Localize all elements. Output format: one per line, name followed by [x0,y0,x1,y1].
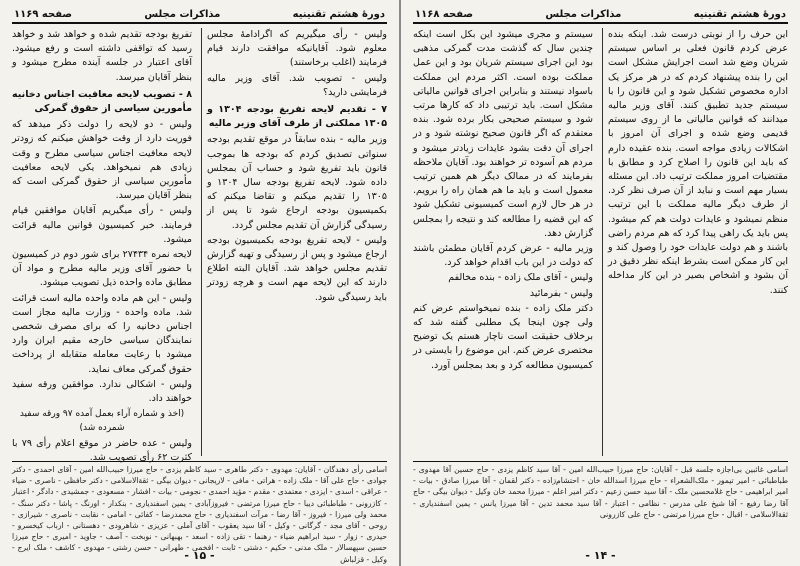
paragraph: ولیس - رأی میگیریم آقایان موافقین قیام فرمایند. خبر کمیسیون قوانین مالیه قرائت میشود. [12,205,192,245]
paragraph: ولیس - این هم ماده واحده مالیه است قرائت شد. ماده واحده - وزارت مالیه مجاز است اجناس دخانیه را که برای مصرف شخصی نمایندگان سیاسی خارجه مقیم ایران وارد میشود با رعایت معامله متقابله از پرداخت حقوق گمرکی معاف نماید. [12,292,192,375]
section-heading: ۷ - تقدیم لایحه تفریغ بودجه ۱۳۰۴ و ۱۳۰۵ مملکتی از طرف آقای وزیر مالیه [207,104,387,130]
left-page-column-right [207,28,387,458]
left-page-number: - ۱۵ - [184,549,215,562]
left-header-journal: مذاکرات مجلس [144,8,221,20]
section-heading: ۸ - تصویب لایحه معافیت اجناس دخانیه مأمورین سیاسی از حقوق گمرکی [12,88,192,115]
left-page-header [14,6,385,22]
paragraph: ولیس - عده حاضر در موقع اعلام رأی ۷۹ با کثرت ۶۲ رأی تصویب شد. [12,437,193,463]
left-header-rule [12,22,387,24]
paragraph: ولیس - تصویب شد. آقای وزیر مالیه فرمایشی دارید؟ [207,72,387,98]
right-header-page-tag: صفحه ۱۱۶۸ [415,8,474,20]
right-page-header [415,6,786,22]
paragraph: این حرف را از نوبتی درست شد. اینکه بنده عرض کردم قانون فعلی بر اساس سیستم شریان وضع شد است اجرایش مشکل است این را بنده پیشنهاد کردم که در هر مرکز یک اداره مخصوص تشکیل شود و این قانون را با سیستم جدید تطبیق کنند. آقای وزیر مالیه میدانند که قوانین مالیاتی ما از روی سیستم قدیمی وضع شده و اجرای آن امروز با اشکالات زیادی مواجه است. بنده عقیده دارم که باید این قانون را اصلاح کرد و مطابق با مقتضیات امروز مملکت ترتیب داد. این مسئله بسیار مهم است و نباید از آن صرف نظر کرد. از طرف دیگر مالیه مملکت با این ترتیب منظم نمیشود و عایدات دولت هم کم میشود. پس باید یک راهی پیدا کرد که هم مردم راضی باشند و هم دولت عایدات خود را وصول کند و این کار ممکن است بشرط اینکه نظر دقیق در آن بشود و اشخاص بصیر در این کار مداخله کنند. [608,29,788,296]
right-header-journal: مذاکرات مجلس [545,8,622,20]
right-page-number: - ۱۴ - [585,549,616,562]
paragraph: ولیس - دو لایحه را دولت ذکر میدهد که فوریت دارد از وقت خواهش میکنم که زودتر لایحه معافیت اجناس سیاسی مطرح و وقت زیادی هم نمیخواهد. یکی لایحه معافیت مأمورین سیاسی از حقوق گمرکی است که بنظر آقایان میرسد. [12,119,192,202]
paragraph: سیستم و مجری میشود این بکل است اینکه چندین سال که گذشت مدت گمرکی مذهبی بود این اجرای سیستم شریان بود و این عمل مملکت بوده است. اکثر مردم این مملکت باسواد نیستند و بنابراین اجرای قوانین مالیاتی مشکل است. باید ترتیبی داد که کارها مرتب شود و سیستم صحیحی بکار برده شود. بنده معتقدم که اگر قانون صحیح نوشته شود و در اجرای آن دقت بشود عایدات زیادتر میشود و مردم هم آسوده تر خواهند بود. آقایان ملاحظه بفرمایند که در ممالک دیگر هم همین ترتیب معمول است و باید ما هم همان راه را برویم. در هر حال لازم است کمیسیونی تشکیل شود که این قضیه را مطالعه کند و نتیجه را بمجلس گزارش دهد. [413,29,593,239]
paragraph: ولیس - بفرمائید [529,287,593,299]
left-header-page-tag: صفحه ۱۱۶۹ [14,8,73,20]
paragraph: لایحه نمره ۲۷۴۳۴ برای شور دوم در کمیسیون با حضور آقای وزیر مالیه مطرح و مواد آن مطابق ماده واحده ذیل تصویب میشود. [12,249,192,289]
paragraph: تفریغ بودجه تقدیم شده و خواهد شد و خواهد رسید که تواقفی داشته است و رفع میشود. آقای اعتبار در جلسه آینده مطرح میشود و بنظر آقایان میرسد. [12,29,192,83]
paragraph: ولیس - رأی میگیریم که اگرادامهٔ مجلس معلوم شود. آقایانیکه موافقت دارند قیام فرمایند (اغلب برخاستند) [207,29,387,69]
right-page-column-right [608,28,788,458]
paragraph: وزیر مالیه - عرض کردم آقایان مطمئن باشند که دولت در این باب اقدام خواهد کرد. [413,243,593,269]
paragraph: (اخذ و شماره آراء بعمل آمده ۹۷ ورقه سفید شمرده شد) [19,409,185,434]
right-page-column-left [413,28,593,458]
right-header-session: دورهٔ هشتم تقنینیه [693,8,786,20]
left-page-footnote: اسامی رأی دهندگان - آقایان: مهدوی - دکتر طاهری - سید کاظم یزدی - حاج میرزا حبیب‌الله امین - آقای احمدی - دکتر جوادی - حاج علی آقا - ملک زاده - هراتی - مافی - لاریجانی - دیوان بیگی - ثقة‌الاسلامی - دکتر حافظی - ناصری - ضیاء - عراقی - اسدی - ایزدی - معتمدی - مقدم - مؤید احمدی - نجومی - بیات - افشار - مسعودی - جمشیدی - دادگر - اعتبار - کازرونی - طباطبائی دیبا - حاج میرزا مرتضی - فیروزآبادی - یمین اسفندیاری - بنکدار - اورنگ - پاشا - دکتر سنگ - محمد ولی میرزا - فیروز - آقا رضا - مرآت اسفندیاری - حاج محمدرضا - کفائی - امامی - نقابت - ناصری - شیرازی - روحی - آقای مجد - گرگانی - وکیل - آقا سید یعقوب - آقای آملی - عزیزی - شاهرودی - دهستانی - ارباب کیخسرو - حیدری - زوار - سید ابراهیم ضیاء - رهنما - تقی زاده - اسعد - بهبهانی - نوبخت - آصف - جاوید - امیری - حاج میرزا حسین سپهسالار - ملک مدنی - حکیم - دشتی - ثابت - افخمی - طهرانی - حسن رشتی - مهدوی - کاشف - ملک ایرج - وکیل - قزلباش [12,465,387,564]
paragraph: ولیس - لایحه تفریغ بودجه بکمیسیون بودجه ارجاع میشود و پس از رسیدگی و تهیه گزارش تقدیم مجلس خواهد شد. آقایان البته اطلاع دارند که این لایحه مهم است و هرچه زودتر باید رسیدگی شود. [207,234,387,303]
right-footnote-rule [413,461,788,462]
left-header-session: دورهٔ هشتم تقنینیه [292,8,385,20]
paragraph: وزیر مالیه - بنده سابقاً در موقع تقدیم بودجه سنواتی تصدیق کردم که بودجه ها بموجب قانون باید تفریغ شود و حساب آن بمجلس داده شود. لایحه تفریغ بودجه سال ۱۳۰۴ و ۱۳۰۵ را تقدیم میکنم و تقاضا میکنم که بکمیسیون بودجه ارجاع شود تا پس از رسیدگی گزارش آن تقدیم مجلس گردد. [207,134,388,231]
paragraph: ولیس - آقای ملک زاده - بنده مخالفم [448,272,593,284]
paragraph: ولیس - اشکالی ندارد. موافقین ورقه سفید خواهند داد. [12,378,192,405]
left-column-divider [201,28,202,456]
left-page [0,0,399,566]
left-footnote-rule [12,461,387,462]
right-column-divider [602,28,603,456]
right-page [401,0,800,566]
paragraph: دکتر ملک زاده - بنده نمیخواستم عرض کنم ولی چون اینجا یک مطلبی گفته شد که برخلاف حقیقت است ناچار هستم یک توضیح مختصری عرض کنم. این موضوع را بایستی در کمیسیون مطالعه کرد و بعد بمجلس آورد. [413,302,593,371]
right-header-rule [413,22,788,24]
right-page-footnote: اسامی غائبین بی‌اجازه جلسه قبل - آقایان: حاج میرزا حبیب‌الله امین - آقا سید کاظم یزدی - حاج حسین آقا مهدوی - طباطبائی - امیر تیمور - ملک‌الشعراء - حاج میرزا اسدالله خان - احتشام‌زاده - دکتر لقمان - آقا میرزا صادق - بیات - امیر ابراهیمی - حاج غلامحسین ملک - آقا سید حسن زعیم - دکتر امیر اعلم - میرزا محمد خان وکیل - دیوان بیگی - حاج آقا رضا رفیع - آقا شیخ علی مدرس - نظامی - اعتبار - آقا سید محمد تدین - آقا میرزا یانس - یمین اسفندیاری - ثقة‌الاسلامی - اقبال - حاج میرزا مرتضی - حاج علی کازرونی [413,465,788,519]
left-page-column-left [12,28,193,463]
